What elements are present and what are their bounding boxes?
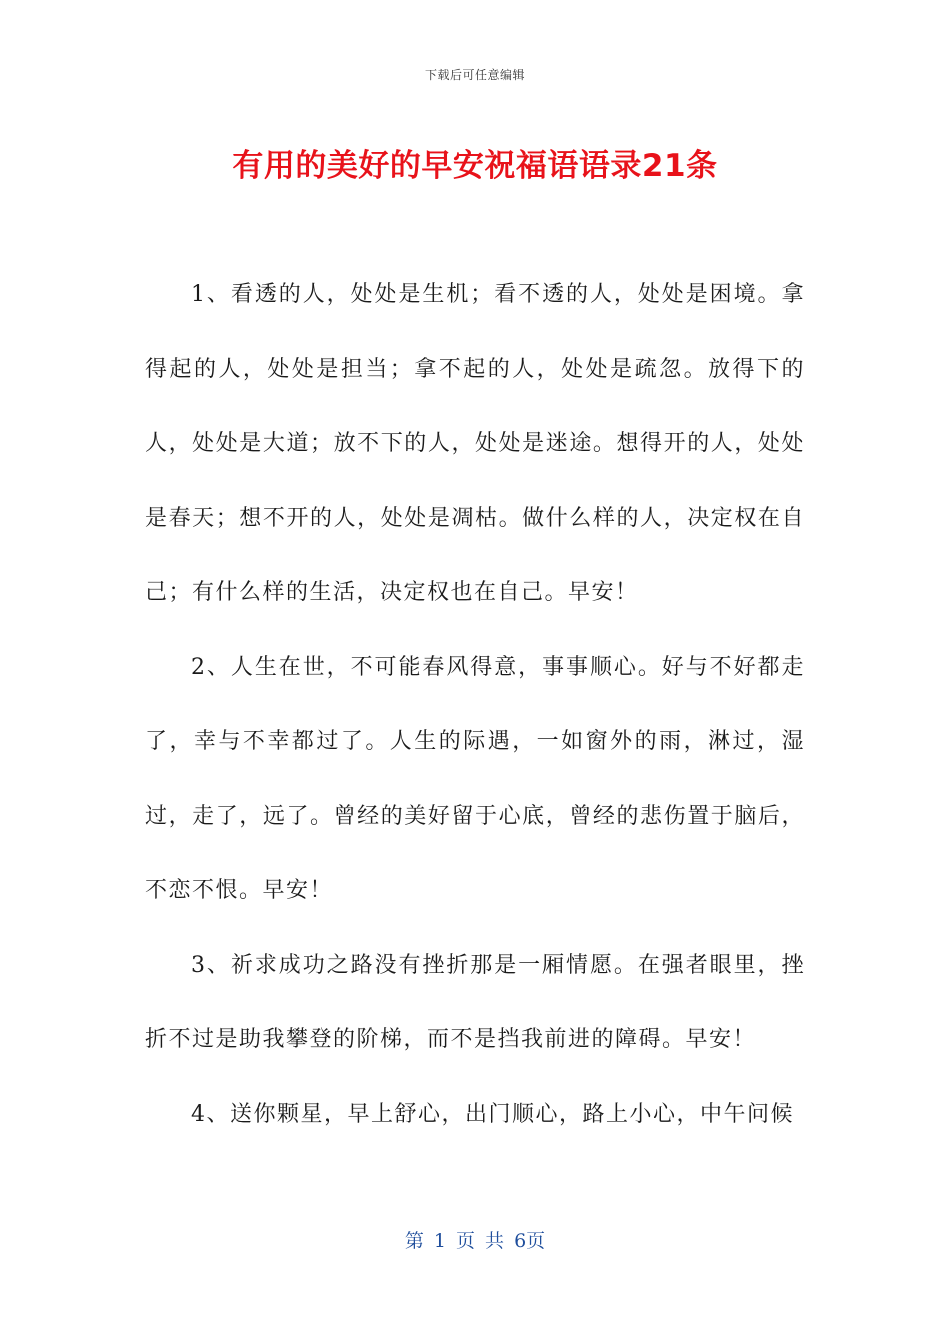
document-body bbox=[145, 258, 805, 1152]
paragraph-3: 3、祈求成功之路没有挫折那是一厢情愿。在强者眼里，挫折不过是助我攀登的阶梯，而不是挡我前进的障碍。早安！ bbox=[145, 952, 805, 1052]
header-note: 下载后可任意编辑 bbox=[424, 68, 525, 82]
page-number-footer: 第 1 页 共 6页 bbox=[404, 1230, 546, 1252]
paragraph-4: 4、送你颗星，早上舒心，出门顺心，路上小心，中午问候 bbox=[191, 1101, 794, 1127]
paragraph-1: 1、看透的人，处处是生机；看不透的人，处处是困境。拿得起的人，处处是担当；拿不起的人，处处是疏忽。放得下的人，处处是大道；放不下的人，处处是迷途。想得开的人，处处是春天；想不开的人，处处是凋枯。做什么样的人，决定权在自己；有什么样的生活，决定权也在自己。早安！ bbox=[145, 282, 805, 605]
document-title: 有用的美好的早安祝福语语录21条 bbox=[232, 148, 718, 184]
paragraph-2: 2、人生在世，不可能春风得意，事事顺心。好与不好都走了，幸与不幸都过了。人生的际遇，一如窗外的雨，淋过，湿过，走了，远了。曾经的美好留于心底，曾经的悲伤置于脑后，不恋不恨。早安！ bbox=[145, 654, 805, 903]
